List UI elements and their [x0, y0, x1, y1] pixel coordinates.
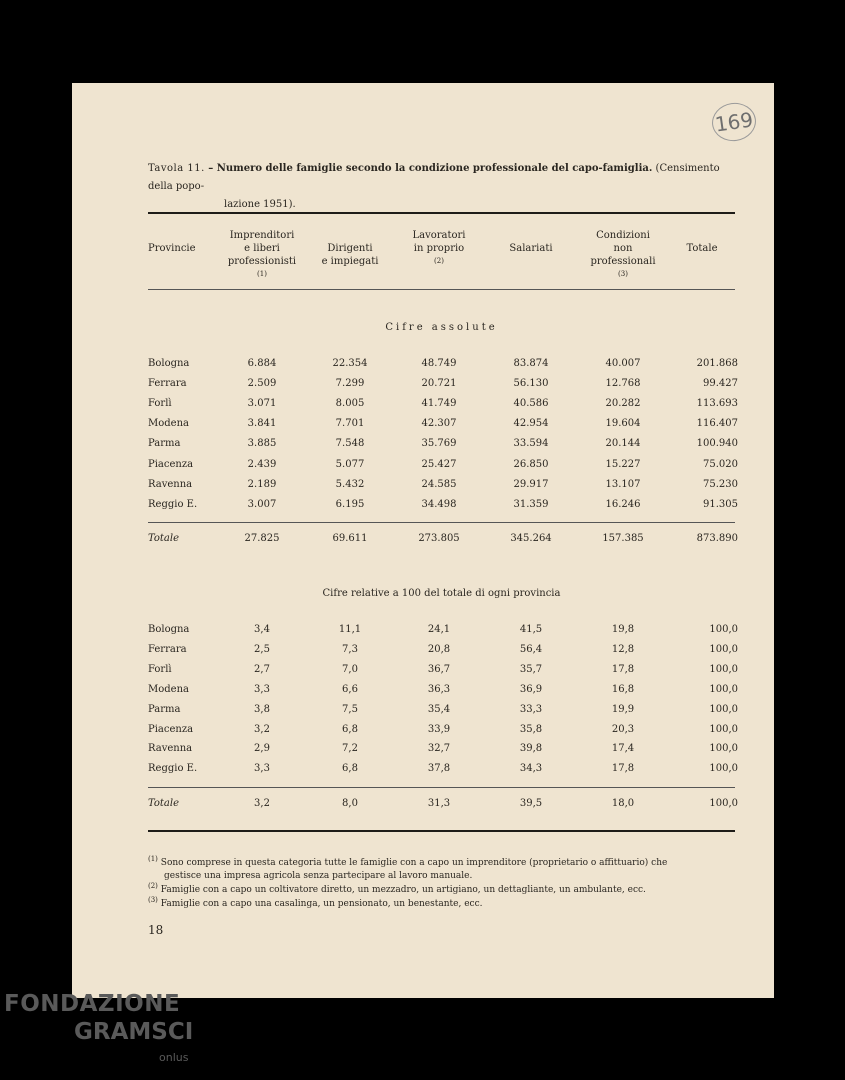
- value-cell: 36,9: [519, 683, 543, 695]
- relative-total-rule: [148, 787, 735, 788]
- value-cell: 7,2: [342, 743, 358, 755]
- total-cell: 100,0: [709, 663, 738, 675]
- value-cell: 17,4: [611, 743, 635, 755]
- table-row: [148, 704, 738, 718]
- value-cell: 41,5: [519, 624, 543, 635]
- value-cell: 19,9: [611, 703, 635, 715]
- total-cell: 75.020: [703, 458, 738, 470]
- value-cell: 3,3: [254, 763, 270, 775]
- footnote-2: $^{(2)}$ Famiglie con a capo un coltivatore diretto, un mezzadro, un artigiano, un dettagliante, un ambulante, ecc.: [148, 882, 646, 895]
- value-cell: 24,1: [427, 624, 451, 635]
- value-cell: 56,4: [519, 643, 543, 655]
- value-cell: 17,8: [611, 763, 635, 775]
- province-cell: Reggio E.: [148, 498, 198, 510]
- province-cell: Piacenza: [148, 723, 194, 735]
- value-cell: 35,8: [519, 723, 543, 735]
- top-rule: [148, 212, 735, 214]
- total-cell: 113.693: [696, 398, 738, 410]
- value-cell: 36,3: [427, 683, 451, 695]
- value-cell: 7,3: [342, 643, 358, 655]
- header-lavoratori: Lavoratori in proprio $^{(2)}$: [412, 230, 466, 265]
- footnote-1: $^{(1)}$ Sono comprese in questa categoria tutte le famiglie con a capo un imprenditore (proprietario o affittuario) che gestisce una impresa agricola senza partecipare al lavoro manuale.: [148, 855, 668, 881]
- total-cell: 91.305: [703, 498, 738, 510]
- caption-source-2: lazione 1951).: [224, 199, 296, 210]
- value-cell: 22.354: [332, 358, 368, 369]
- value-cell: 273.805: [418, 533, 460, 544]
- value-cell: 69.611: [332, 533, 368, 544]
- table-row: [148, 724, 738, 738]
- value-cell: 3,3: [254, 683, 270, 695]
- value-cell: 2,9: [254, 743, 270, 755]
- value-cell: 31,3: [427, 798, 451, 809]
- caption-label: Tavola 11.: [148, 163, 205, 174]
- total-cell: 116.407: [696, 418, 738, 430]
- header-salariati: Salariati: [509, 243, 553, 254]
- province-cell: Totale: [148, 533, 180, 544]
- value-cell: 7,5: [342, 703, 358, 715]
- table-row: [148, 743, 738, 757]
- header-condizioni: Condizioni non professionali $^{(3)}$: [590, 230, 656, 278]
- table-row: [148, 664, 738, 678]
- header-rule: [148, 289, 735, 290]
- value-cell: 20.144: [605, 438, 641, 450]
- value-cell: 3,4: [254, 624, 270, 635]
- value-cell: 39,8: [519, 743, 543, 755]
- value-cell: 11,1: [338, 624, 362, 635]
- page-stamp: 169: [710, 100, 759, 144]
- value-cell: 56.130: [513, 378, 549, 390]
- table-row: [148, 684, 738, 698]
- value-cell: 6,6: [342, 683, 358, 695]
- province-cell: Totale: [148, 798, 180, 809]
- value-cell: 24.585: [421, 478, 457, 490]
- header-dirigenti: Dirigenti e impiegati: [321, 243, 379, 267]
- table-row: [148, 624, 738, 638]
- value-cell: 3.071: [247, 398, 277, 410]
- value-cell: 15.227: [605, 458, 641, 470]
- value-cell: 17,8: [611, 663, 635, 675]
- value-cell: 41.749: [421, 398, 457, 410]
- value-cell: 40.007: [605, 358, 641, 369]
- value-cell: 20,8: [427, 643, 451, 655]
- total-cell: 100.940: [696, 438, 738, 450]
- table-row: [148, 763, 738, 777]
- value-cell: 26.850: [513, 458, 549, 470]
- table-row: [148, 418, 738, 432]
- value-cell: 6,8: [342, 763, 358, 775]
- table-row: [148, 398, 738, 412]
- province-cell: Bologna: [148, 358, 190, 369]
- total-cell: 201.868: [696, 358, 738, 369]
- province-cell: Forlì: [148, 398, 172, 410]
- table-row: [148, 479, 738, 493]
- value-cell: 19.604: [605, 418, 641, 430]
- total-cell: 100,0: [709, 723, 738, 735]
- value-cell: 7.701: [335, 418, 365, 430]
- value-cell: 42.307: [421, 418, 457, 430]
- value-cell: 27.825: [244, 533, 280, 544]
- province-cell: Bologna: [148, 624, 190, 635]
- value-cell: 42.954: [513, 418, 549, 430]
- table-row: [148, 438, 738, 452]
- value-cell: 29.917: [513, 478, 549, 490]
- value-cell: 2,7: [254, 663, 270, 675]
- value-cell: 345.264: [510, 533, 552, 544]
- value-cell: 16.246: [605, 498, 641, 510]
- table-row: [148, 499, 738, 513]
- province-cell: Piacenza: [148, 458, 194, 470]
- value-cell: 31.359: [513, 498, 549, 510]
- value-cell: 3,2: [254, 723, 270, 735]
- header-province: Provincie: [148, 243, 196, 254]
- value-cell: 35,7: [519, 663, 543, 675]
- total-cell: 100,0: [709, 703, 738, 715]
- province-cell: Parma: [148, 438, 181, 450]
- absolute-total-rule: [148, 522, 735, 523]
- province-cell: Ravenna: [148, 743, 193, 755]
- total-cell: 873.890: [696, 533, 738, 544]
- value-cell: 8.005: [335, 398, 365, 410]
- value-cell: 83.874: [513, 358, 549, 369]
- value-cell: 6,8: [342, 723, 358, 735]
- logo-line-1: FONDAZIONE: [4, 991, 181, 1017]
- value-cell: 5.077: [335, 458, 365, 470]
- table-caption: [148, 160, 738, 214]
- total-cell: 100,0: [709, 624, 738, 635]
- value-cell: 33.594: [513, 438, 549, 450]
- value-cell: 39,5: [519, 798, 543, 809]
- value-cell: 3,2: [254, 798, 270, 809]
- logo-line-3: onlus: [159, 1051, 189, 1064]
- value-cell: 2.509: [247, 378, 277, 390]
- value-cell: 3.007: [247, 498, 277, 510]
- province-cell: Modena: [148, 418, 189, 430]
- value-cell: 7,0: [342, 663, 358, 675]
- province-cell: Ferrara: [148, 378, 187, 390]
- table-row: [148, 358, 738, 372]
- value-cell: 32,7: [427, 743, 451, 755]
- province-cell: Ferrara: [148, 643, 187, 655]
- value-cell: 36,7: [427, 663, 451, 675]
- value-cell: 7.299: [335, 378, 365, 390]
- value-cell: 157.385: [602, 533, 644, 544]
- total-cell: 100,0: [709, 743, 738, 755]
- value-cell: 34,3: [519, 763, 543, 775]
- value-cell: 13.107: [605, 478, 641, 490]
- province-cell: Modena: [148, 683, 189, 695]
- value-cell: 2.439: [247, 458, 277, 470]
- value-cell: 37,8: [427, 763, 451, 775]
- value-cell: 2,5: [254, 643, 270, 655]
- value-cell: 6.195: [335, 498, 365, 510]
- total-cell: 100,0: [709, 763, 738, 775]
- value-cell: 2.189: [247, 478, 277, 490]
- value-cell: 20,3: [611, 723, 635, 735]
- footnote-3: $^{(3)}$ Famiglie con a capo una casalinga, un pensionato, un benestante, ecc.: [148, 896, 483, 909]
- province-cell: Ravenna: [148, 478, 193, 490]
- value-cell: 3.885: [247, 438, 277, 450]
- total-cell: 100,0: [709, 798, 738, 809]
- value-cell: 6.884: [247, 358, 277, 369]
- value-cell: 3.841: [247, 418, 277, 430]
- document-page: [72, 83, 774, 998]
- fondazione-gramsci-logo: [4, 985, 224, 1080]
- value-cell: 8,0: [342, 798, 358, 809]
- value-cell: 12.768: [605, 378, 641, 390]
- value-cell: 12,8: [611, 643, 635, 655]
- table-row: [148, 378, 738, 392]
- total-cell: 100,0: [709, 683, 738, 695]
- total-cell: 100,0: [709, 643, 738, 655]
- bottom-rule: [148, 830, 735, 832]
- value-cell: 33,3: [519, 703, 543, 715]
- value-cell: 34.498: [421, 498, 457, 510]
- total-cell: 75.230: [703, 478, 738, 490]
- value-cell: 16,8: [611, 683, 635, 695]
- table-row: [148, 798, 738, 812]
- section-absolute-title: Cifre assolute: [385, 322, 498, 333]
- value-cell: 35.769: [421, 438, 457, 450]
- caption-title: – Numero delle famiglie secondo la condizione professionale del capo-famiglia.: [204, 163, 653, 174]
- value-cell: 20.282: [605, 398, 641, 410]
- table-row: [148, 644, 738, 658]
- value-cell: 35,4: [427, 703, 451, 715]
- section-relative-title: Cifre relative a 100 del totale di ogni provincia: [322, 588, 561, 599]
- table-row: [148, 533, 738, 547]
- province-cell: Reggio E.: [148, 763, 198, 775]
- value-cell: 18,0: [611, 798, 635, 809]
- province-cell: Parma: [148, 703, 181, 715]
- value-cell: 5.432: [335, 478, 365, 490]
- value-cell: 25.427: [421, 458, 457, 470]
- value-cell: 3,8: [254, 703, 270, 715]
- header-totale: Totale: [686, 243, 718, 254]
- value-cell: 40.586: [513, 398, 549, 410]
- value-cell: 33,9: [427, 723, 451, 735]
- table-row: [148, 459, 738, 473]
- total-cell: 99.427: [703, 378, 738, 390]
- value-cell: 7.548: [335, 438, 365, 450]
- value-cell: 19,8: [611, 624, 635, 635]
- page-number: 18: [148, 923, 164, 937]
- caption-source-1: (Censimento della popo-: [148, 163, 720, 192]
- logo-line-2: GRAMSCI: [74, 1019, 194, 1045]
- header-imprenditori: Imprenditori e liberi professionisti $^{(1)}$: [227, 230, 297, 278]
- value-cell: 48.749: [421, 358, 457, 369]
- province-cell: Forlì: [148, 663, 172, 675]
- value-cell: 20.721: [421, 378, 457, 390]
